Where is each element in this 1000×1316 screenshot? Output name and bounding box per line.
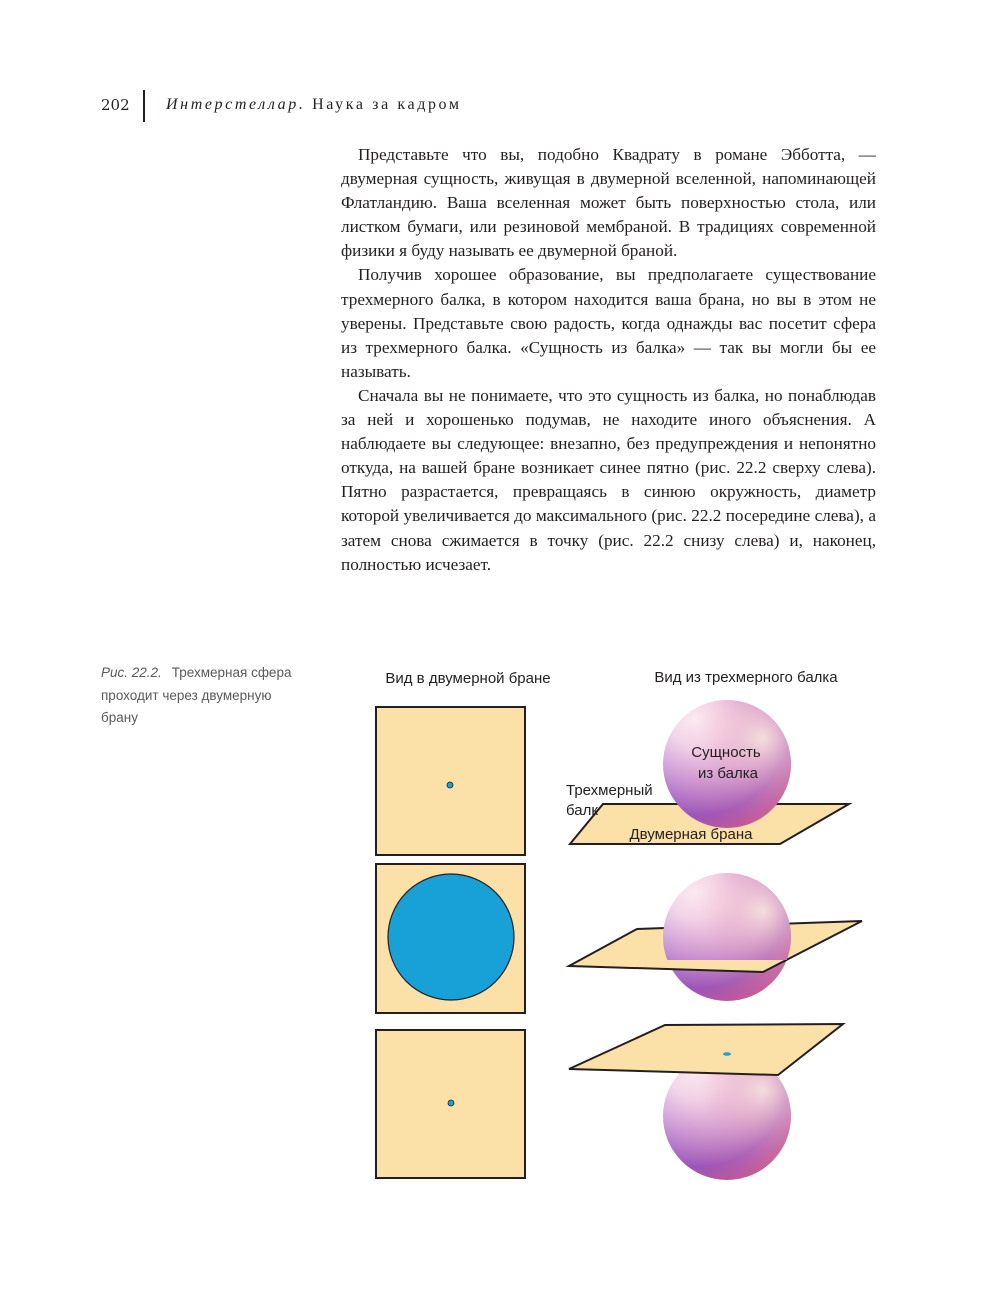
running-title-italic: Интерстеллар. [166, 96, 306, 113]
entity-label-line2: из балка [698, 765, 758, 782]
brane-label: Двумерная брана [629, 826, 753, 843]
caption-text: Трехмерная сфера проходит через двумерную брану [101, 665, 292, 725]
paragraph-2: Получив хорошее образование, вы предполагаете существование трехмерного балка, в котором находится ваша брана, но вы в этом не уверены. Представьте свою радость, когда однажды вас посетит сфера из трехмерного балка. «Сущность из балка» — так вы могли бы ее называть. [341, 265, 876, 381]
bulk-label-line2: балк [566, 802, 598, 819]
brane-plane-bottom [569, 1024, 843, 1075]
right-column-heading: Вид из трехмерного балка [654, 669, 838, 686]
entity-label-line1: Сущность [691, 744, 761, 761]
paragraph-1: Представьте что вы, подобно Квадрату в романе Эбботта, — двумерная сущность, живущая в двумерной вселенной, напоминающей Флатландию. Ваша вселенная может быть поверхностью стола, или листком бумаги, или резиновой мембраной. В традициях современной физики я буду называть ее двумерной браной. [341, 145, 876, 261]
blue-circle-middle [388, 874, 514, 1000]
blue-dot-top [447, 782, 453, 788]
brane-view-top [376, 707, 525, 855]
blue-dot-on-plane [723, 1052, 731, 1056]
paragraph-3: Сначала вы не понимаете, что это сущность из балка, но понаблюдав за ней и хорошенько подумав, не находите иного объяснения. А наблюдаете вы следующее: внезапно, без предупреждения и непонятно откуда, на вашей бране возникает синее пятно (рис. 22.2 сверху слева). Пятно разрастается, превращаясь в синюю окружность, диаметр которой увеличивается до максимального (рис. 22.2 посередине слева), а затем снова сжимается в точку (рис. 22.2 снизу слева) и, наконец, полностью исчезает. [341, 385, 876, 574]
blue-dot-bottom [448, 1100, 454, 1106]
caption-number: Рис. 22.2. [101, 665, 162, 680]
bulk-label-line1: Трехмерный [566, 782, 653, 799]
running-title-rest: Наука за кадром [312, 96, 462, 113]
left-column-heading: Вид в двумерной бране [385, 670, 551, 687]
page-number: 202 [101, 96, 130, 114]
